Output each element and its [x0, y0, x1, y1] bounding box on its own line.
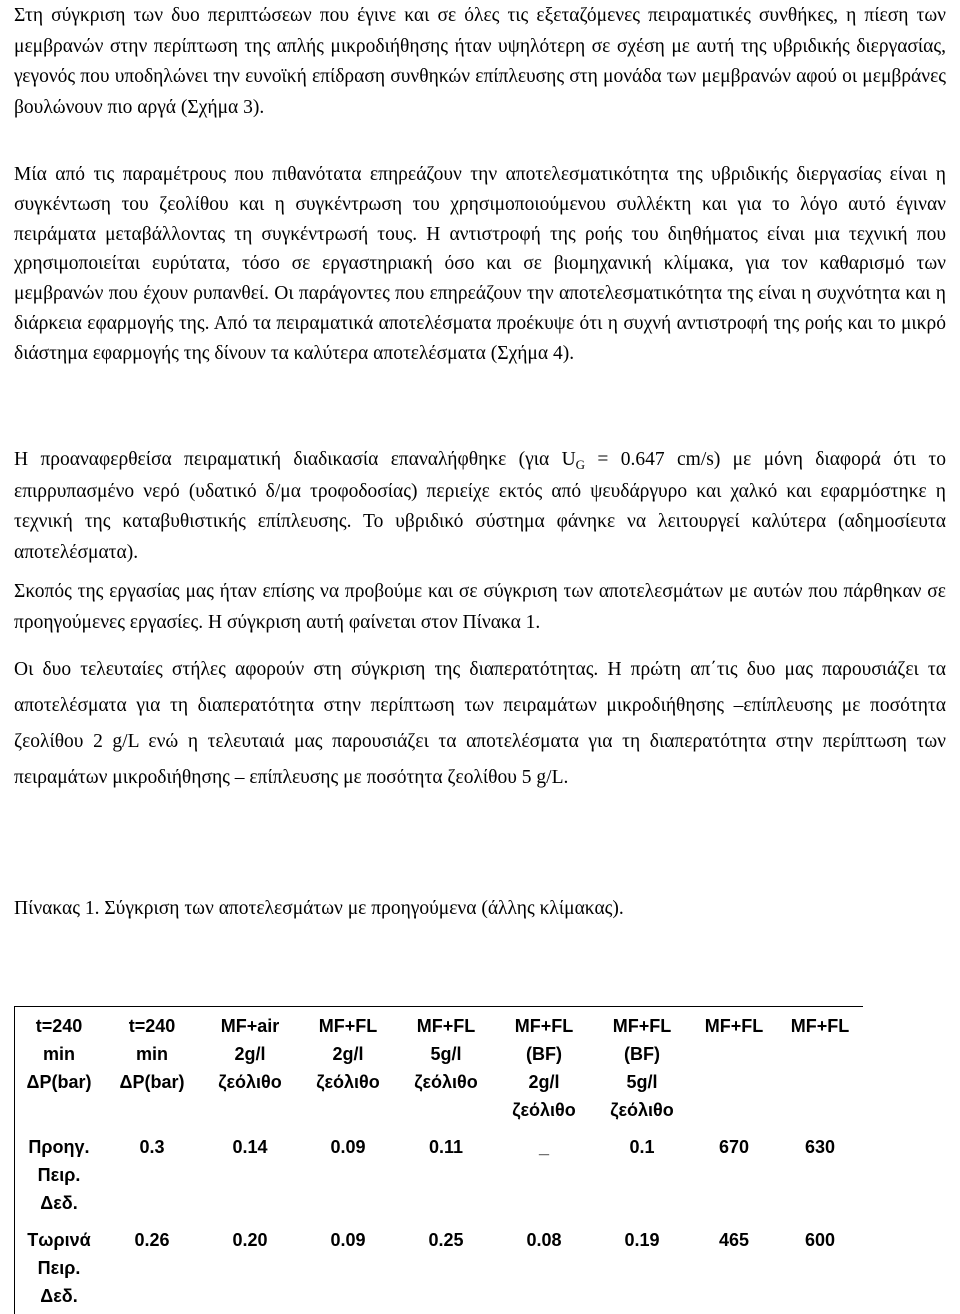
- table-row: [15, 1128, 864, 1221]
- header-cell: MF+FL 5g/l ζεόλιθο: [397, 1007, 495, 1129]
- comparison-table: [14, 1006, 863, 1314]
- table-cell: 0.1: [629, 1137, 655, 1157]
- paragraph-2: Μία από τις παραμέτρους που πιθανότατα επηρεάζουν την αποτελεσματικότητα της υβριδικής διεργασίας είναι η συγκέντωση του ζεολίθου και η συγκέντρωση του χρησιμοποιούμενου συλλέκτη και για το λόγο αυτό έγιναν πειράματα μεταβάλλοντας τη συγκέντρωσή τους. Η αντιστροφή της ροής του διηθήματος είναι μια τεχνική που χρησιμοποιείται ευρύτατα, τόσο σε εργαστηριακή όσο και σε βιομηχανική κλίμακα, για τον καθαρισμό των μεμβρανών που έχουν ρυπανθεί. Οι παράγοντες που επηρεάζουν την αποτελεσματικότητα της είναι η συχνότητα και η διάρκεια εφαρμογής της. Από τα πειραματικά αποτελέσματα προέκυψε ότι η συχνή αντιστροφή της ροής και το μικρό διάστημα εφαρμογής της δίνουν τα καλύτερα αποτελέσματα (Σχήμα 4).: [14, 164, 946, 364]
- paragraph-3-end: = 0.647 cm/s) με μόνη διαφορά ότι το επιρρυπασμένο νερό (υδατικό δ/μα τροφοδοσίας) περιείχε εκτός από ψευδάργυρο και χαλκό και εφαρμόστηκε η τεχνική της καταβυθιστικής επίπλευσης. Το υβριδικό σύστημα φάνηκε να λειτουργεί καλύτερα (αδημοσίευτα αποτελέσματα).: [14, 449, 946, 563]
- table-cell: _: [538, 1137, 549, 1157]
- table-cell: 0.08: [526, 1230, 562, 1250]
- table-cell: 0.20: [232, 1230, 268, 1250]
- row-label-cell: Τωρινά Πειρ. Δεδ.: [15, 1221, 104, 1314]
- table-cell: 0.3: [139, 1137, 165, 1157]
- header-cell: MF+FL (BF) 2g/l ζεόλιθο: [495, 1007, 593, 1129]
- paragraph-3-start: Η προαναφερθείσα πειραματική διαδικασία επαναλήφθηκε (για U: [14, 449, 576, 470]
- header-cell: t=240 min ΔP(bar): [15, 1007, 104, 1129]
- table-row: [15, 1221, 864, 1314]
- header-cell: MF+FL: [691, 1007, 777, 1129]
- table-cell: 465: [718, 1230, 750, 1250]
- paragraph-3: [14, 445, 946, 568]
- header-cell: MF+FL 2g/l ζεόλιθο: [299, 1007, 397, 1129]
- table-cell: 670: [718, 1137, 750, 1157]
- table-header-row: [15, 1007, 864, 1129]
- header-cell: MF+FL (BF) 5g/l ζεόλιθο: [593, 1007, 691, 1129]
- table-cell: 600: [804, 1230, 836, 1250]
- paragraph-1: Στη σύγκριση των δυο περιπτώσεων που έγινε και σε όλες τις εξεταζόμενες πειραματικές συνθήκες, η πίεση των μεμβρανών στην περίπτωση της απλής μικροδιήθησης ήταν υψηλότερη σε σχέση με αυτή της υβριδικής διεργασίας, γεγονός που υποδηλώνει την ευνοϊκή επίδραση συνθηκών επίπλευσης στη μονάδα των μεμβρανών αφού οι μεμβράνες βουλώνουν πιο αργά (Σχήμα 3).: [14, 5, 946, 118]
- table-cell: 630: [804, 1137, 836, 1157]
- header-cell: t=240 min ΔP(bar): [103, 1007, 201, 1129]
- table-cell: 0.09: [330, 1230, 366, 1250]
- header-cell: MF+FL: [777, 1007, 863, 1129]
- table-cell: 0.14: [232, 1137, 268, 1157]
- paragraph-5: Οι δυο τελευταίες στήλες αφορούν στη σύγκριση της διαπερατότητας. Η πρώτη απ΄τις δυο μας παρουσιάζει τα αποτελέσματα για τη διαπερατότητα στην περίπτωση των πειραμάτων μικροδιήθησης –επίπλευσης με ποσότητα ζεολίθου 2 g/L ενώ η τελευταιά μας παρουσιάζει τα αποτελέσματα για τη διαπερατότητα στην περίπτωση των πειραμάτων μικροδιήθησης – επίπλευσης με ποσότητα ζεολίθου 5 g/L.: [14, 659, 946, 788]
- paragraph-4: Σκοπός της εργασίας μας ήταν επίσης να προβούμε και σε σύγκριση των αποτελεσμάτων με αυτών που πάρθηκαν σε προηγούμενες εργασίες. Η σύγκριση αυτή φαίνεται στον Πίνακα 1.: [14, 581, 946, 633]
- header-cell: MF+air 2g/l ζεόλιθο: [201, 1007, 299, 1129]
- table-cell: 0.26: [134, 1230, 170, 1250]
- ug-subscript: G: [575, 457, 586, 472]
- table-cell: 0.11: [428, 1137, 464, 1157]
- row-label-cell: Προηγ. Πειρ. Δεδ.: [15, 1128, 104, 1221]
- table-caption: Πίνακας 1. Σύγκριση των αποτελεσμάτων με προηγούμενα (άλλης κλίμακας).: [14, 898, 624, 919]
- table-cell: 0.19: [624, 1230, 660, 1250]
- table-cell: 0.09: [330, 1137, 366, 1157]
- table-cell: 0.25: [428, 1230, 464, 1250]
